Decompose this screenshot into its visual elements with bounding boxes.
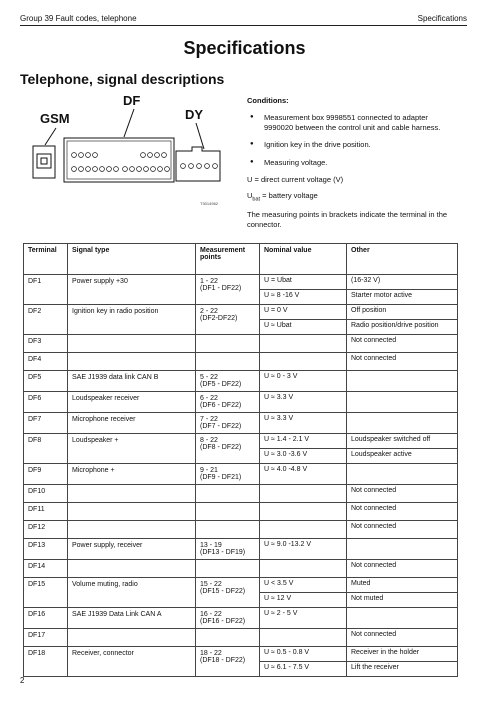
terminal-cell: DF6 [24, 392, 68, 413]
measurement-points-cell [196, 335, 260, 353]
table-row [24, 434, 458, 464]
other-value [347, 464, 457, 481]
measurement-points-cell [196, 608, 260, 629]
nominal-value-cell [260, 503, 347, 521]
gsm-label: GSM [40, 111, 70, 126]
measurement-points-cell [196, 464, 260, 485]
nominal-value: U ≈ 3.3 V [264, 394, 294, 401]
other-value: Starter motor active [347, 289, 457, 304]
other-value [347, 608, 457, 625]
other-cell [347, 578, 458, 608]
measurement-points: 18 - 22 [200, 650, 222, 657]
signal-type-cell [68, 353, 196, 371]
table-row [24, 353, 458, 371]
conditions-block [247, 96, 457, 236]
signal-type-cell: Power supply, receiver [68, 539, 196, 560]
measurement-terminals: (DF6 - DF22) [200, 402, 242, 409]
table-row [24, 647, 458, 677]
running-header-right: Specifications [417, 14, 467, 23]
measurement-points-cell [196, 485, 260, 503]
terminal-cell: DF2 [24, 305, 68, 335]
connector-pin [181, 164, 186, 169]
measurement-points-cell [196, 578, 260, 608]
measurement-points: 9 - 21 [200, 467, 218, 474]
table-row [24, 371, 458, 392]
other-value: Not connected [351, 337, 397, 344]
other-value: Not muted [347, 592, 457, 607]
measurement-points-cell [196, 647, 260, 677]
connector-pin [86, 167, 91, 172]
table-row [24, 629, 458, 647]
running-header-left: Group 39 Fault codes, telephone [20, 14, 137, 23]
other-value: Radio position/drive position [347, 319, 457, 334]
connector-pin [93, 153, 98, 158]
table-row [24, 560, 458, 578]
terminal-cell: DF8 [24, 434, 68, 464]
condition-item: ● Measurement box 9998551 connected to adapter 9990020 between the control unit and cable harness. [247, 113, 457, 133]
measurement-points-cell [196, 392, 260, 413]
terminal-cell: DF18 [24, 647, 68, 677]
measurement-points: 15 - 22 [200, 581, 222, 588]
nominal-value-cell [260, 464, 347, 485]
measurement-points-cell [196, 371, 260, 392]
terminal-cell: DF13 [24, 539, 68, 560]
measurement-points-cell [196, 413, 260, 434]
condition-item: ● Ignition key in the drive position. [247, 140, 457, 150]
table-header-row [24, 244, 458, 275]
nominal-value [260, 353, 346, 370]
connector-pin [205, 164, 210, 169]
column-header: Signal type [68, 244, 196, 275]
measurement-points: 5 - 22 [200, 374, 218, 381]
nominal-value [260, 503, 346, 520]
nominal-value [260, 629, 346, 646]
measurement-points-cell [196, 560, 260, 578]
other-cell [347, 464, 458, 485]
table-row [24, 539, 458, 560]
nominal-value: U = Ubat [264, 277, 292, 284]
nominal-value-cell [260, 608, 347, 629]
other-cell [347, 275, 458, 305]
other-cell [347, 434, 458, 464]
terminal-cell: DF16 [24, 608, 68, 629]
other-cell [347, 353, 458, 371]
nominal-value [260, 560, 346, 577]
other-value: Loudspeaker switched off [351, 436, 431, 443]
nominal-value-cell [260, 392, 347, 413]
terminal-cell: DF15 [24, 578, 68, 608]
other-value: Not connected [351, 562, 397, 569]
terminal-cell: DF11 [24, 503, 68, 521]
nominal-value: U ≈ 3.3 V [264, 415, 294, 422]
other-cell [347, 305, 458, 335]
conditions-heading: Conditions: [247, 96, 289, 105]
other-value: Lift the receiver [347, 661, 457, 676]
connector-pin [100, 167, 105, 172]
other-value [347, 539, 457, 556]
terminal-cell: DF12 [24, 521, 68, 539]
other-cell [347, 521, 458, 539]
column-header: Terminal [24, 244, 68, 275]
gsm-connector-icon [33, 146, 55, 178]
connector-pin [86, 153, 91, 158]
measurement-terminals: (DF5 - DF22) [200, 381, 242, 388]
measurement-points-cell [196, 353, 260, 371]
signal-type-cell: Power supply +30 [68, 275, 196, 305]
measurement-points: 13 - 19 [200, 542, 222, 549]
signal-type-cell [68, 521, 196, 539]
measurement-points-cell [196, 539, 260, 560]
nominal-value: U ≈ 4.0 -4.8 V [264, 466, 308, 473]
table-row [24, 608, 458, 629]
nominal-value-cell [260, 413, 347, 434]
other-cell [347, 485, 458, 503]
df-connector-icon [64, 138, 174, 182]
connector-pin [148, 153, 153, 158]
nominal-value: U ≈ 3.0 -3.6 V [260, 448, 346, 463]
other-value: Off position [351, 307, 387, 314]
connector-pin [162, 153, 167, 158]
nominal-value [260, 521, 346, 538]
other-cell [347, 647, 458, 677]
connector-pin [151, 167, 156, 172]
measurement-terminals: (DF7 - DF22) [200, 423, 242, 430]
page-title: Specifications [183, 38, 306, 58]
connector-pin [72, 153, 77, 158]
nominal-value-cell [260, 275, 347, 305]
nominal-value: U ≈ 2 - 5 V [264, 610, 298, 617]
df-label: DF [123, 93, 141, 108]
nominal-value-cell [260, 434, 347, 464]
other-value: Muted [351, 580, 371, 587]
other-value: (16-32 V) [351, 277, 381, 284]
measurement-points-cell [196, 434, 260, 464]
measurement-points: 16 - 22 [200, 611, 222, 618]
signal-type-cell: Loudspeaker + [68, 434, 196, 464]
nominal-value-cell [260, 353, 347, 371]
other-value [347, 413, 457, 430]
dy-label: DY [185, 107, 204, 122]
measurement-points-cell [196, 521, 260, 539]
other-value: Not connected [351, 631, 397, 638]
table-row [24, 578, 458, 608]
other-value: Not connected [351, 523, 397, 530]
other-value [347, 371, 457, 388]
terminal-cell: DF14 [24, 560, 68, 578]
connector-pin [165, 167, 170, 172]
terminal-cell: DF3 [24, 335, 68, 353]
signal-type-cell [68, 503, 196, 521]
connector-pin [79, 153, 84, 158]
measurement-terminals: (DF9 - DF21) [200, 474, 242, 481]
measurement-terminals: (DF8 - DF22) [200, 444, 242, 451]
connector-pin [93, 167, 98, 172]
nominal-value: U ≈ 0 - 3 V [264, 373, 298, 380]
measurement-points: 6 - 22 [200, 395, 218, 402]
terminal-cell: DF9 [24, 464, 68, 485]
measurement-points-cell [196, 503, 260, 521]
signal-type-cell: Loudspeaker receiver [68, 392, 196, 413]
signal-table [23, 243, 458, 677]
connector-pin [158, 167, 163, 172]
measurement-points-cell [196, 275, 260, 305]
connector-pin [114, 167, 119, 172]
column-header: Nominal value [260, 244, 347, 275]
signal-type-cell: Volume muting, radio [68, 578, 196, 608]
nominal-value: U ≈ 6.1 - 7.5 V [260, 661, 346, 676]
signal-type-cell: Microphone + [68, 464, 196, 485]
measurement-terminals: (DF2-DF22) [200, 315, 238, 322]
nominal-value-cell [260, 521, 347, 539]
other-cell [347, 608, 458, 629]
signal-type-cell: SAE J1939 data link CAN B [68, 371, 196, 392]
other-cell [347, 335, 458, 353]
connector-pin [141, 153, 146, 158]
signal-type-cell: SAE J1939 Data Link CAN A [68, 608, 196, 629]
nominal-value-cell [260, 578, 347, 608]
nominal-value: U ≈ 12 V [260, 592, 346, 607]
connector-figure [20, 93, 242, 213]
ubat-definition: $U_{bat}$ = battery voltage [247, 190, 318, 203]
measurement-points-cell [196, 629, 260, 647]
nominal-value-cell [260, 629, 347, 647]
other-value: Loudspeaker active [347, 448, 457, 463]
figure-reference: T3014962 [200, 201, 219, 206]
section-subtitle: Telephone, signal descriptions [20, 71, 225, 87]
nominal-value: U ≈ 0.5 - 0.8 V [264, 649, 310, 656]
nominal-value-cell [260, 335, 347, 353]
other-cell [347, 392, 458, 413]
column-header: Measurement points [196, 244, 260, 275]
terminal-cell: DF5 [24, 371, 68, 392]
other-cell [347, 413, 458, 434]
nominal-value-cell [260, 371, 347, 392]
nominal-value [260, 335, 346, 352]
nominal-value-cell [260, 539, 347, 560]
nominal-value: U ≈ 1.4 - 2.1 V [264, 436, 310, 443]
nominal-value-cell [260, 485, 347, 503]
u-definition: U = direct current voltage (V) [247, 174, 344, 184]
other-cell [347, 539, 458, 560]
measurement-terminals: (DF1 - DF22) [200, 285, 242, 292]
nominal-value-cell [260, 560, 347, 578]
signal-type-cell [68, 485, 196, 503]
connector-pin [79, 167, 84, 172]
nominal-value-cell [260, 647, 347, 677]
terminal-cell: DF4 [24, 353, 68, 371]
signal-type-cell [68, 560, 196, 578]
connector-pin [213, 164, 218, 169]
nominal-value: U ≈ 9.0 -13.2 V [264, 541, 312, 548]
terminal-cell: DF7 [24, 413, 68, 434]
measurement-points-cell [196, 305, 260, 335]
table-row [24, 503, 458, 521]
connector-pin [72, 167, 77, 172]
connector-pin [197, 164, 202, 169]
terminal-cell: DF17 [24, 629, 68, 647]
nominal-value: U < 3.5 V [264, 580, 294, 587]
table-row [24, 275, 458, 305]
other-cell [347, 629, 458, 647]
connector-pin [144, 167, 149, 172]
table-row [24, 521, 458, 539]
condition-item: ● Measuring voltage. [247, 158, 457, 168]
nominal-value: U ≈ Ubat [260, 319, 346, 334]
header-rule [20, 25, 467, 26]
table-row [24, 335, 458, 353]
measurement-terminals: (DF16 - DF22) [200, 618, 246, 625]
measurement-points: 1 - 22 [200, 278, 218, 285]
table-row [24, 464, 458, 485]
other-cell [347, 503, 458, 521]
other-value: Not connected [351, 505, 397, 512]
other-value: Receiver in the holder [351, 649, 420, 656]
measurement-points: 2 - 22 [200, 308, 218, 315]
table-row [24, 392, 458, 413]
other-cell [347, 371, 458, 392]
signal-type-cell [68, 335, 196, 353]
nominal-value: U ≈ 8 -16 V [260, 289, 346, 304]
measurement-terminals: (DF18 - DF22) [200, 657, 246, 664]
table-row [24, 305, 458, 335]
nominal-value: U = 0 V [264, 307, 288, 314]
terminal-cell: DF1 [24, 275, 68, 305]
terminal-cell: DF10 [24, 485, 68, 503]
other-value: Not connected [351, 487, 397, 494]
connector-pin [107, 167, 112, 172]
measuring-points-note: The measuring points in brackets indicate the terminal in the connector. [247, 209, 448, 229]
nominal-value-cell [260, 305, 347, 335]
column-header: Other [347, 244, 458, 275]
signal-type-cell: Ignition key in radio position [68, 305, 196, 335]
connector-pin [155, 153, 160, 158]
measurement-terminals: (DF15 - DF22) [200, 588, 246, 595]
measurement-points: 7 - 22 [200, 416, 218, 423]
connector-pin [130, 167, 135, 172]
other-value [347, 392, 457, 409]
other-cell [347, 560, 458, 578]
measurement-terminals: (DF13 - DF19) [200, 549, 246, 556]
connector-pin [123, 167, 128, 172]
other-value: Not connected [351, 355, 397, 362]
nominal-value [260, 485, 346, 502]
signal-type-cell: Receiver, connector [68, 647, 196, 677]
measurement-points: 8 - 22 [200, 437, 218, 444]
signal-type-cell: Microphone receiver [68, 413, 196, 434]
page-number: 2 [20, 676, 25, 685]
connector-pin [189, 164, 194, 169]
connector-drawing [20, 93, 242, 213]
table-row [24, 413, 458, 434]
table-row [24, 485, 458, 503]
connector-pin [137, 167, 142, 172]
signal-type-cell [68, 629, 196, 647]
